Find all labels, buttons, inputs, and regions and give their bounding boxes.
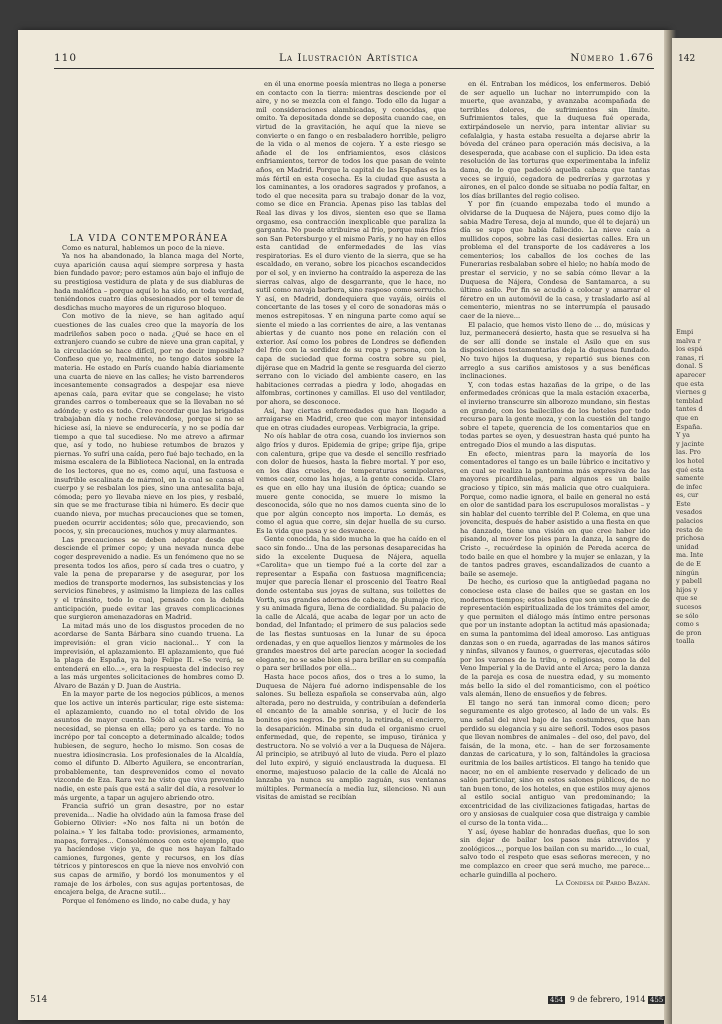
paragraph: El tango no será tan inmoral como dicen; pero seguramente es algo grotesco, al lado de un vals. Es una señal del nivel bajo de las costumbres, que han perdido su elegancia y su aire señoril. Todos esos pasos que llevan nombres de animales – del oso, del pavo, del faisán, de la mona, etc. – han de ser forzosamente danzas de caricatura, y lo son, faltándoles la graciosa euritmia de los bailes artísticos. El tango ha tenido que nacer, no en el ambiente reservado y delicado de un salón particular, sino en estos salones públicos, de no tan buen tono, de los hoteles, en que estilos muy ajenos al estilo social antiguo van predominando; la excentricidad de las civilizaciones fatigadas, hartas de oro y ansiosas de cualquier cosa que distraiga y cambie el curso de la tonta vida... bbox=[460, 698, 650, 828]
paragraph: En la mayor parte de los negocios públicos, a menos que los active un interés particular, rige este sistema: el aplazamiento, cuando no el total olvido de los asuntos de mayor cuenta. Sólo al echarse encima la necesidad, se piensa en ella; pero ya es tarde. Yo no incrépo por tal concepto a determinado alcalde; todos hubiesen, de seguro, hecho lo mismo. Son cosas de nuestra idiosincrasia. Los profesionales de la Alcaldía, como el difunto D. Alberto Aguilera, se encontrarían, probablemente, tan desprevenidos como el novato vizconde de Eza. Rara vez he visto que viva prevenido nadie, en este país que está a salir del día, a resolver lo más urgente, a tapar un agujero abriendo otro. bbox=[54, 690, 244, 802]
author-signature: La Condesa de Pardo Bazán. bbox=[555, 879, 650, 888]
paragraph: La mitad más uno de los disgustos proceden de no acordarse de Santa Bárbara sino cuando truena. La imprevisión: el gran vicio nacional... Y con la imprevisión, el aplazamiento. El aplazamiento, que fué la plaga de España, ya bajo Felipe II. «Se verá, se entenderá en ello...», era la respuesta del indeciso rey a las más urgentes solicitaciones de hombres como D. Álvaro de Bazán y D. Juan de Austria. bbox=[54, 621, 244, 690]
column-3-text bbox=[460, 80, 650, 879]
paragraph: Con motivo de la nieve, se han agitado aquí cuestiones de las cuales creo que la mayoría de los madrileños saben poco o nada. ¿Qué se hace en el extranjero cuando se cubre de nieve una gran capital, y la circulación se hace difícil, por no decir imposible? Confieso que yo, realmente, no tengo datos sobre la materia. He estado en París cuando había diariamente una cuarta de nieve en las calles; he visto barrenderos incesantemente consagrados a despejar esa nieve apenas caía, para evitar que se congelase; he visto grandes carros o tombereaux que se la llevaban no sé adónde; y esto es todo. Creo recordar que las brigadas trabajaban día y noche relevándose, porque si no se hiciese así, la nieve se endurecería, y no se podía dar tiempo a que tal sucediese. No me atrevo a afirmar que, así y todo, no hubiese retumbos de brazos y piernas. Yo sufrí una caída, pero fué bajo techado, en la misma escalera de la Biblioteca Nacional, en la entrada de los lectores, que no es, como aquí, una fastuosa e insufrible escalinata de mármol, en la cual se cansa el cuerpo y se resbalan los pies, sino una antesalita baja, cómoda; pero yo llevaba nieve en los pies, y resbalé, sin que se me fracturase tibia ni húmero. Es decir que cuando nieva, por muchas precauciones que se tomen, pueden ocurrir accidentes; sólo que, precaviendo, son pocos, y, sin precauciones, muchos y muy alarmantes. bbox=[54, 312, 244, 536]
paragraph: Ya nos ha abandonado, la blanca maga del Norte, cuya aparición causa aquí siempre sorpresa y hasta bien fundado pavor; pero estamos aún bajo el influjo de su prestigiosa vestidura de plata y de sus diabluras de hada maléfica – porque aquí lo ha sido, en toda verdad, teniéndonos cuatro días obsesionados por el temor de desdichas mucho mayores de un riguroso bloqueo. bbox=[54, 252, 244, 312]
paragraph: Porque el fenómeno es lindo, no cabe duda, y hay bbox=[62, 896, 231, 905]
right-page-edge bbox=[672, 38, 722, 1024]
paragraph: No oís hablar de otra cosa, cuando los inviernos son algo fríos y duros. Epidemia de gripe; gripe fija, gripe con calentura, gripe que va desde el sencillo resfriado con dolor de huesos, hasta la fiebre mortal. Y por eso, en los días crueles, de temperaturas semipolares, vemos caer, como las hojas, a la gente conocida. Claro es que en ello hay una ilusión de óptica; cuando se muere gente conocida, se muere lo mismo la desconocida, sólo que no nos damos cuenta sino de lo que por algún concepto nos importa. Lo demás, es como el agua que corre, sin dejar huella de su curso. Es la vida que pasa y se desvanece. bbox=[256, 432, 446, 535]
column-top-space bbox=[54, 80, 244, 235]
page-number: 110 bbox=[54, 52, 78, 64]
column-2-text bbox=[256, 80, 446, 802]
paragraph: Francia sufrió un gran desastre, por no estar prevenida... Nadie ha olvidado aún la famosa frase del Gobierno Olivier: «No nos falta ni un botón de polaina.» Y les faltaba todo: provisiones, armamento, mapas, forrajes... Consolémonos con este ejemplo, que ya hacíendose viejo ya, de que nos hayan faltado camiones, furgones, gente y recursos, en los días tétricos y pintorescos en que la nieve nos envolvió con sus capas de armiño, y bordó los monumentos y el ramaje de los árboles, con sus agujas portentosas, de encajera belga, de Aracne sutil... bbox=[54, 802, 244, 897]
paragraph: El palacio, que hemos visto lleno de ... do, músicas y luz, permanecerá desierto, hasta que se resuelva si ha de ser allí donde se instale el Asilo que en sus disposiciones testamentarias deja la duquesa fundado. No tuvo hijos la duquesa, y repartió sus bienes con arreglo a sus cariños amistosos y a sus benéficas inclinaciones. bbox=[460, 320, 650, 381]
article-heading: LA VIDA CONTEMPORÁNEA bbox=[69, 234, 229, 244]
archive-date: 9 de febrero, 1914 bbox=[569, 995, 646, 1004]
paragraph: en él una enorme poesía mientras no llega a ponerse en contacto con la tierra: mientras desciende por el aire, y no se mezcla con el fango. Todo ello da lugar a mil consideraciones alambicadas, y conocidas, que omito. Ya depositada donde se deposita cuando cae, en virtud de la gravitación, he aquí que la nieve se convierte o en fango o en resbaladero horrible, peligro de la vida o al menos de cojera. Y a este riesgo se añade el de los enfriamientos, esos clásicos enfriamientos, terror de todos los que pasan de veinte años, en Madrid. Porque la capital de las Españas es la más fértil en esta cosecha. Es la ciudad que asusta a los caminantes, a los oradores sagrados y profanos, a todo el que necesita para su trabajo donar de la voz, como se dice en Francia. Apenas piso las tablas del Real las divas y los divos, sienten eso que se llama orgasmo, esa contracción inexplicable que paraliza la garganta. No puede atribuirse al frío, porque más fríos son San Petersburgo y el mismo París, y no hay en ellos esta cantidad de enfermedades de las vías respiratorias. Es el duro viento de la sierra, que se ha escaldado, en verano, sobre los picachos escandecidos por el sol, y en invierno ha contraído la aspereza de las sierras calvas, algo de desgarrante, que le hace, no sutil como navaja barbera, sino rasposo como serrucho. Y así, en Madrid, dondequiera que vayáis, oiréis el concertante de las toses y el coro de sonadoras más o menos estrepitosas. Y en ninguna parte como aquí se siente el miedo a las corrientes de aire, a las ventanas abiertas y de cuanto nos pone en relación con el exterior. Así como los pobres de Londres se defienden del frío con la sordidez de su ropa y persona, con la capa de suciedad que forma costra sobre su piel, dijérase que en Madrid la gente se resguarda del cierzo serrano con lo viciado del ambiente casero, en las habitaciones cerradas a piedra y lodo, ahogadas en alfombras, cortinones y camillas. El uso del ventilador, por ahora, se desconoce. bbox=[256, 80, 446, 406]
paragraph: Y, con todas estas hazañas de la gripe, o de las enfermedades crónicas que la mala estación exacerba, el invierno transcurre sin alborozo mundano, sin fiestas en grande, con los bailecillos de los hoteles por todo recurso para la gente moza, y con la cuestión del tango sobre el tapete, querencia de los comentarios que en todas partes se oyen, y desuestran hasta qué punto ha entregado Dios el mundo a las disputas. bbox=[460, 380, 650, 449]
paragraph: en él. Entraban los médicos, los enfermeros. Debió de ser aquello un luchar no interrumpido con la muerte, que avanzaba, y avanzaba acompañada de terribles dolores, de sufrimientos sin límite. Sufrimientos tales, que la duquesa fué operada, extirpándosele un nervio, para intentar aliviar su cefalalgia, y hasta estaba resuelta a dejarse abrir la bóveda del cráneo para operación más decisiva, a la desesperada, que acabase con el suplicio. Da idea esta resolución de las torturas que experimentaba la infeliz dama, de lo que padeció aquella cabeza que tantas veces se irguió, cegadora de pedrerías y garzotas y airones, en el palco donde se situaba no podía faltar, en los días brillantes del regio coliseo. bbox=[460, 80, 650, 200]
header-rule bbox=[54, 68, 654, 69]
paragraph: Gente conocida, ha sido mucha la que ha caído en el saco sin fondo... Una de las personas desaparecidas ha sido la excelente Duquesa de Nájera, aquella «Carolita» que un tiempo fué a la corte del zar a representar a España con fastuosa magnificencia; mujer que parecía llenar el proscenio del Teatro Real donde ostentaba sus joyas de sultana, sus toilettes de Vorth, sus grandes adornos de cabeza, de plumaje rico, y su animada figura, llena de cordialidad. Su palacio de la calle de Alcalá, que acaba de legar por un acto de bondad, del Infantado; el primero de sus palacios sede de las fiestas suntuosas en la lunar de su época ordenadas, y en que aquellos lienzos y mármoles de los grandes maestros del arte parecían acoger la sociedad elegante, no se sabe bien si para brillar en su compañía o para ser brillados por ella... bbox=[256, 535, 446, 673]
paragraph: Y por fin (cuando empezaba todo el mundo a olvidarse de la Duquesa de Nájera, pues como dijo la sabia Madre Teresa, deja al mundo, que él te dejará) un día se supo que había fallecido. La nieve caía a mullidos copos, sobre las casi desiertas calles. Era un problema el del transporte de los cadáveres a los cementerios; los caballos de los coches de las Funerarias resbalaban sobre el hielo; no había modo de prestar el servicio, y no se sabía cómo llevar a la Duquesa de Nájera, Condesa de Santamarca, a su último asilo. Por fin se acudió a colocar y amarrar el féretro en un automóvil de la casa, y trasladarlo así al cementerio, mientras no se interrumpía el pausado caer de la nieve... bbox=[460, 200, 650, 321]
article-column-3 bbox=[460, 80, 650, 950]
paragraph: Así, hay ciertas enfermedades que han llegado a arraigarse en Madrid, creo que con mayor intensidad que en otras ciudades europeas. Verbigracia, la gripe. bbox=[256, 406, 446, 432]
archive-tag-right: 455 bbox=[649, 996, 664, 1004]
article-column-1 bbox=[54, 80, 244, 950]
paragraph: En efecto, mientras para la mayoría de los comentadores el tango es un baile lúbrico e incitativo y en cual se realiza la pantomima más expresiva de las mayores picardihuelas, para algunos es un baile gracioso y típico, sin más malicia que otro cualquiera. Porque, como nadie ignora, el baile en general no está en olor de santidad para los escrupulosos moralistas – y sin hablar del cuento terrible del P. Colema, en que una jovencita, después de haber asistido a una fiesta en que ha danzado, tiene una visión en que cree haber ido pisando, al mover los pies para la danza, la sangre de Cristo –, recuérdese la opinión de Pereda acerca de todo baile en que el hombre y la mujer se enlazan, y la de tantos padres graves, escandalizados de cuanto a baile se asemeje. bbox=[460, 449, 650, 578]
footer-page-number: 514 bbox=[30, 995, 48, 1005]
issue-number: Número 1.676 bbox=[570, 52, 654, 64]
archive-tag-left: 454 bbox=[550, 996, 564, 1004]
paragraph: De hecho, es curioso que la antigüedad pagana no conociese esta clase de bailes que se gastan en los modernos tiempos; estos bailes que son una especie de representación espiritualizada de los trámites del amor, y que permiten el diálogo más íntimo entre personas que por un instante adoptan la actitud más apasionada; en suma la pantomima del ideal amoroso. Las antiguas danzas son o en rueda, agarradas de las manos sátiros y ninfas, silvanos y faunos, o guerreras, ejecutadas sólo por los varones de la tribu, o religiosas, como la del Veno Imperial y la de David ante el Arca; pero la danza de la pareja es cosa de nuestra edad, y su momento más bello la sido el del romanticismo, con el poético vals alemán, lleno de ensueños y de febres. bbox=[460, 578, 650, 699]
running-header bbox=[54, 52, 654, 68]
magazine-title: La Ilustración Artística bbox=[279, 52, 419, 64]
next-page-column-fragments: Empi malva r los espá ranas, ri donal. S aparecer que esta viernes g temblad tantes d que en España. Y ya y jacinte las. Pro los hotel qué esta samente de infec es, cur Este vesados palacios resta de prichosa unidad ma. Inte de de E ningún y pabell hijos y que se sucesos se sólo como s de pron toalla bbox=[676, 328, 707, 646]
next-page-number: 142 bbox=[678, 54, 696, 64]
footer-archive-stamp bbox=[548, 995, 667, 1004]
paragraph: Las precauciones se deben adoptar desde que desciende el primer copo; y una nevada nunca debe coger desprevenido a nadie. Es un fenómeno que no se presenta todos los años, pero sí cada tres o cuatro, y vale la pena de prepararse y de asegurar, por los medios de transporte modernos, las subsistencias y los servicios fúnebres, y asimismo la limpieza de las calles y el tránsito, todo lo cual, pensado con la debida anticipación, puede evitar las graves complicaciones que surgieron amenazadoras en Madrid. bbox=[54, 535, 244, 622]
paragraph: Y así, óyese hablar de honradas dueñas, que lo son sin dejar de bailar los pasos más atrevidos y zoológicos..., porque los bailan con su marido..., lo cual, salvo todo el respeto que esas señoras merecen, y no me complazco en creer que será mucho, me parece... echarle guindilla al pochero. bbox=[460, 827, 650, 879]
column-1-text bbox=[54, 244, 244, 906]
paragraph: Hasta hace pocos años, dos o tres a lo sumo, la Duquesa de Nájera fué adorno indispensable de los salones. Su belleza española se conservaba aún, algo alterada, pero no destruida, y contribuían a defenderla el encanto de la amable sonrisa, y el lucir de los bonitos ojos negros. De pronto, la retirada, el encierro, la desaparición. Minaba sin duda el organismo cruel enfermedad, que, de repente, se impuso, tiránica y destructora. No se volvió a ver a la Duquesa de Nájera. Al principio, se atribuyó al luto de viuda. Pero el plazo del luto expiró, y siguió enclaustrada la duquesa. El enorme, majestuoso palacio de la calle de Alcalá no lanzaba ya nunca su amplio zaguán, sus ventanas múltiples. Permanecía a media luz, silencioso. Ni aun visitas de amistad se recibían bbox=[256, 672, 446, 802]
paragraph: Como es natural, hablemos un poco de la nieve. bbox=[62, 243, 225, 252]
article-column-2 bbox=[256, 80, 446, 950]
